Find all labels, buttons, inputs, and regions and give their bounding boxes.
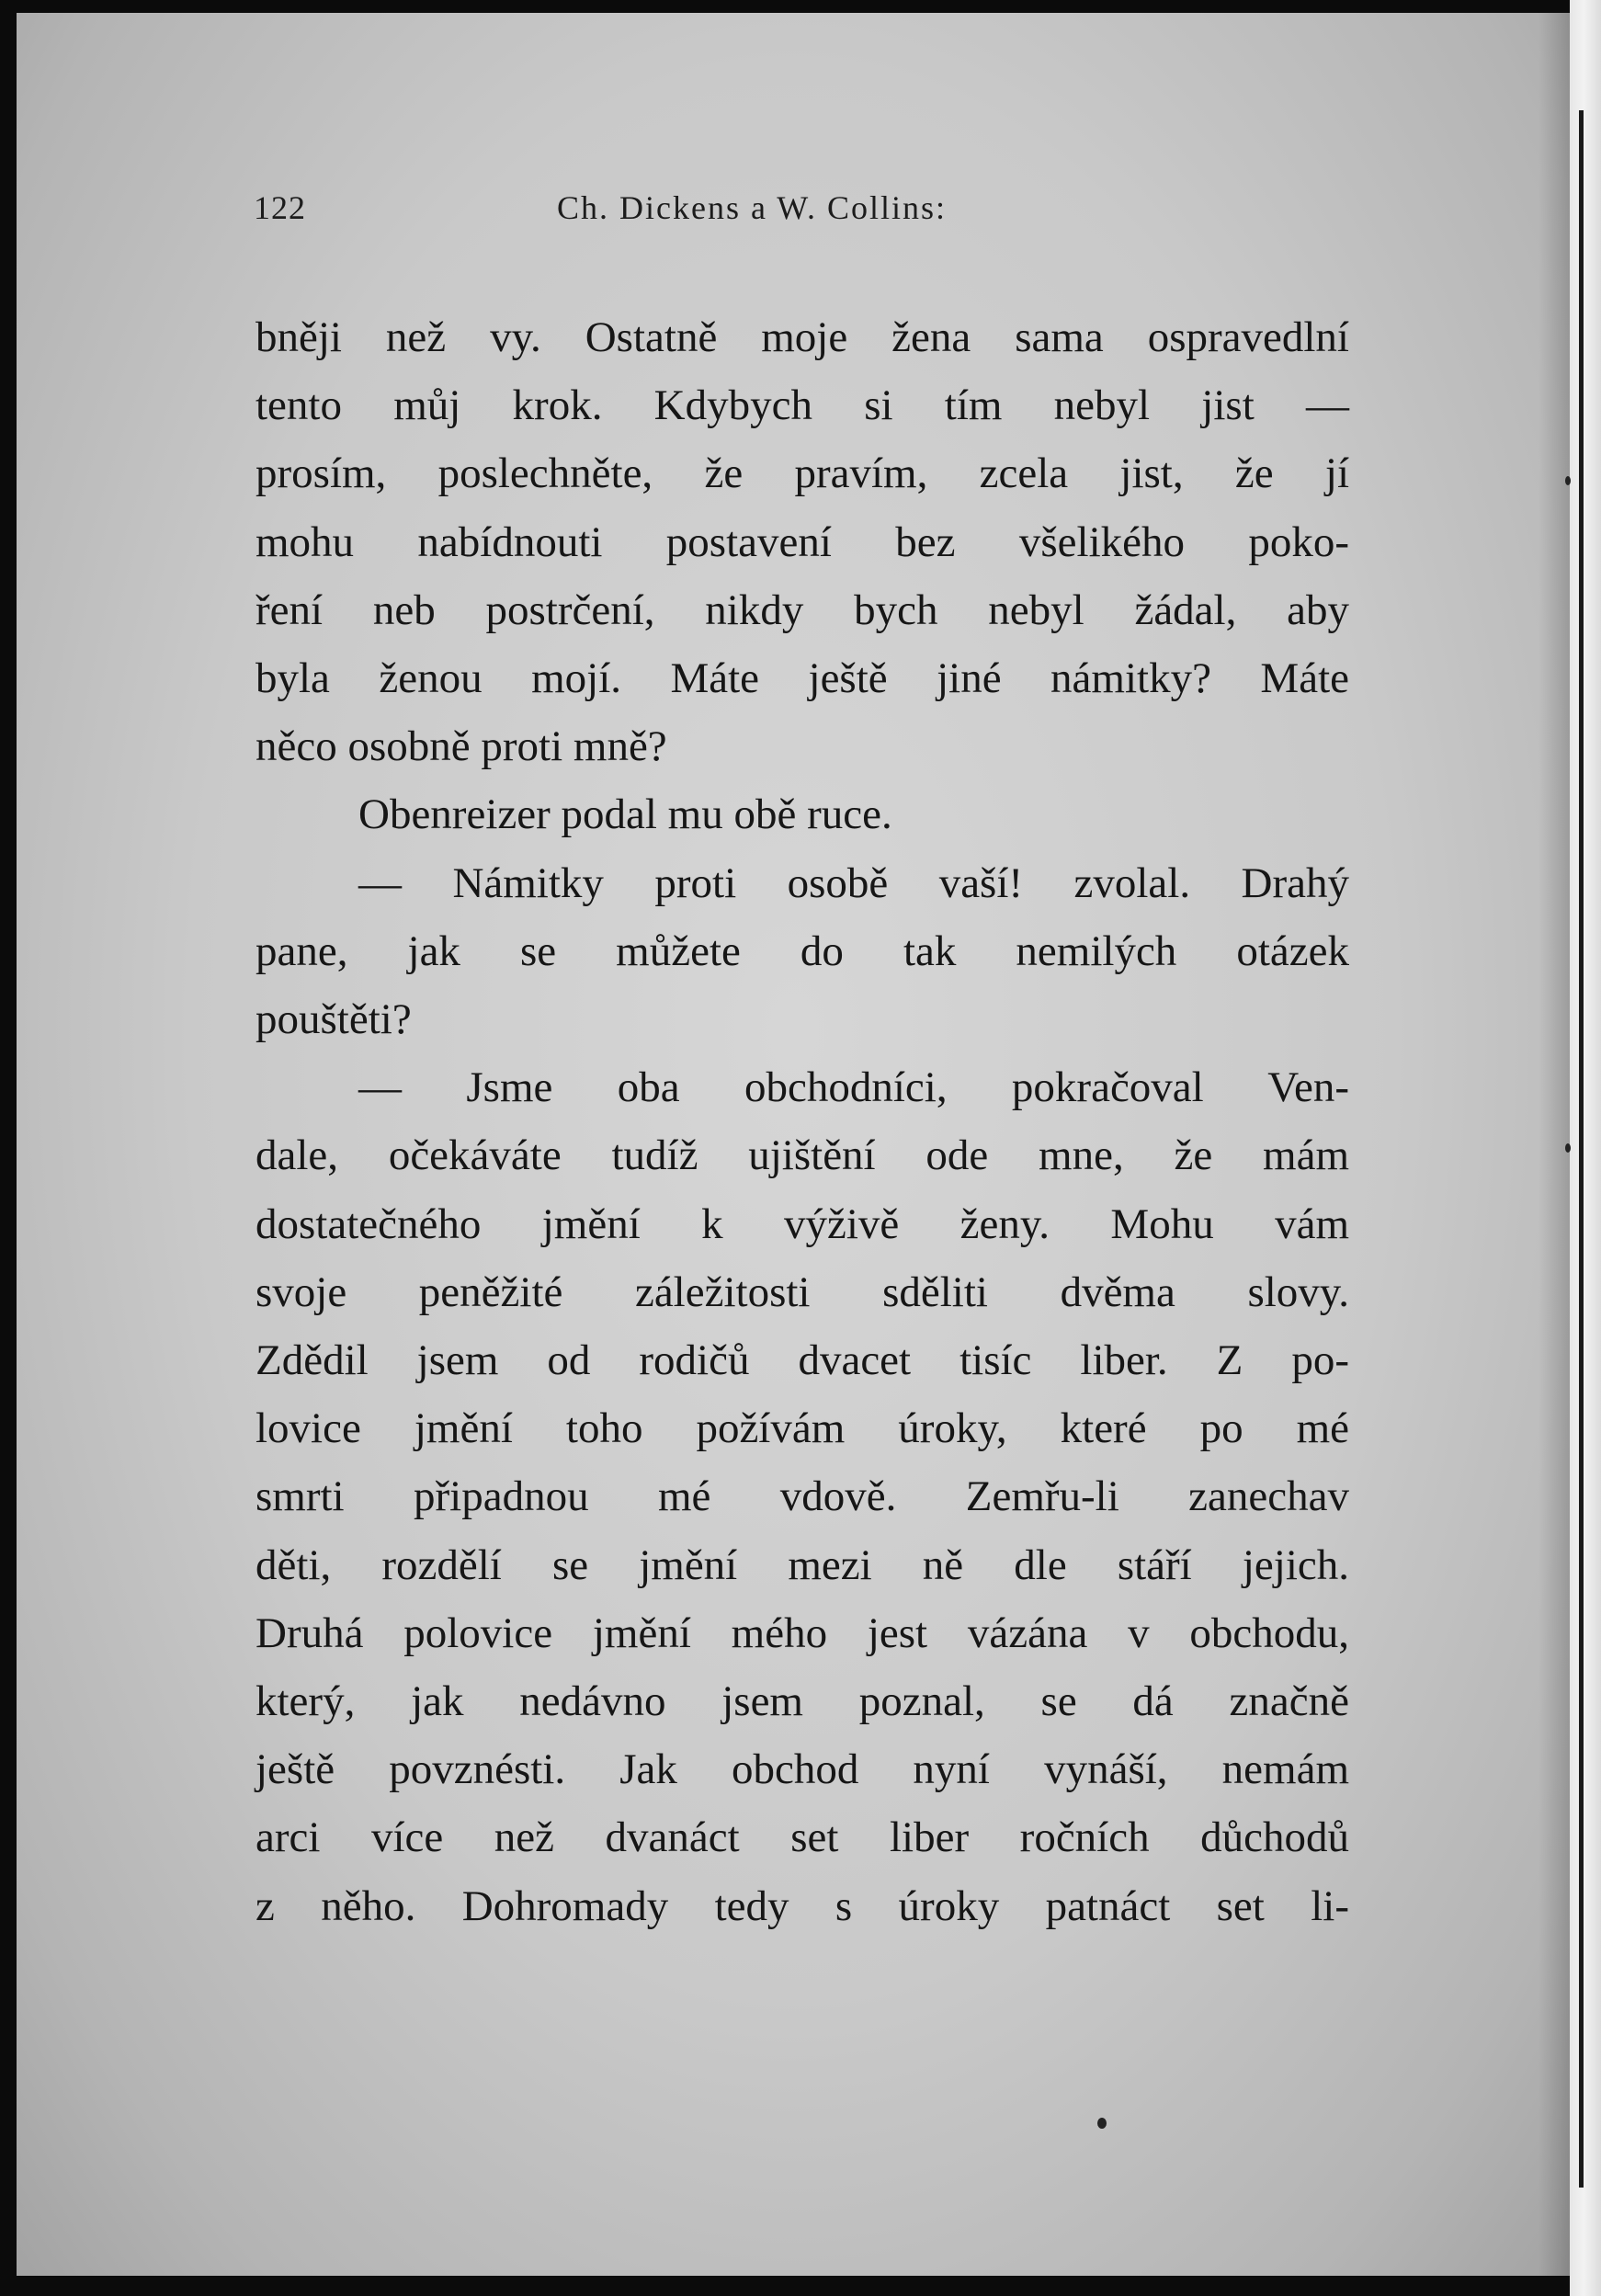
text-line: něco osobně proti mně? (255, 722, 667, 771)
text-line: svoje peněžité záležitosti sděliti dvěma slovy. (255, 1267, 1349, 1316)
ink-speck (1097, 2118, 1107, 2129)
text-line: ještě povznésti. Jak obchod nyní vynáší, nemám (255, 1745, 1349, 1794)
text-line: z něho. Dohromady tedy s úroky patnáct set li- (255, 1881, 1349, 1930)
text-line: arci více než dvanáct set liber ročních důchodů (255, 1813, 1349, 1862)
text-line: prosím, poslechněte, že pravím, zcela jist, že jí (255, 449, 1349, 498)
body-text (255, 303, 1349, 1940)
text-line: dostatečného jmění k výživě ženy. Mohu vám (255, 1199, 1349, 1248)
text-line: Obenreizer podal mu obě ruce. (358, 790, 892, 839)
text-line: mohu nabídnouti postavení bez všelikého poko- (255, 517, 1349, 566)
text-line: smrti připadnou mé vdově. Zemřu-li zanechav (255, 1472, 1349, 1521)
text-line: Zdědil jsem od rodičů dvacet tisíc liber. Z po- (255, 1336, 1349, 1385)
text-line: tento můj krok. Kdybych si tím nebyl jist — (255, 381, 1349, 430)
text-line: Druhá polovice jmění mého jest vázána v obchodu, (255, 1608, 1349, 1657)
text-line: — Jsme oba obchodníci, pokračoval Ven- (358, 1063, 1349, 1112)
text-line: lovice jmění toho požívám úroky, které po mé (255, 1404, 1349, 1453)
text-line: byla ženou mojí. Máte ještě jiné námitky? Máte (255, 654, 1349, 703)
text-line: ření neb postrčení, nikdy bych nebyl žádal, aby (255, 585, 1349, 634)
binding-line (1579, 110, 1584, 2188)
text-line: pane, jak se můžete do tak nemilých otázek (255, 926, 1349, 975)
text-line: bněji než vy. Ostatně moje žena sama ospravedlní (255, 313, 1349, 361)
page-number: 122 (254, 189, 306, 226)
book-edge (1570, 0, 1601, 2296)
text-line: děti, rozdělí se jmění mezi ně dle stáří jejich. (255, 1540, 1349, 1589)
text-line: který, jak nedávno jsem poznal, se dá značně (255, 1677, 1349, 1726)
running-title: Ch. Dickens a W. Collins: (557, 189, 948, 226)
text-line: dale, očekáváte tudíž ujištění ode mne, že mám (255, 1131, 1349, 1180)
running-header (254, 188, 1081, 244)
ink-speck (1565, 1143, 1571, 1153)
text-line: — Námitky proti osobě vaší! zvolal. Drahý (358, 858, 1349, 907)
ink-speck (1565, 476, 1571, 485)
text-line: pouštěti? (255, 995, 412, 1044)
